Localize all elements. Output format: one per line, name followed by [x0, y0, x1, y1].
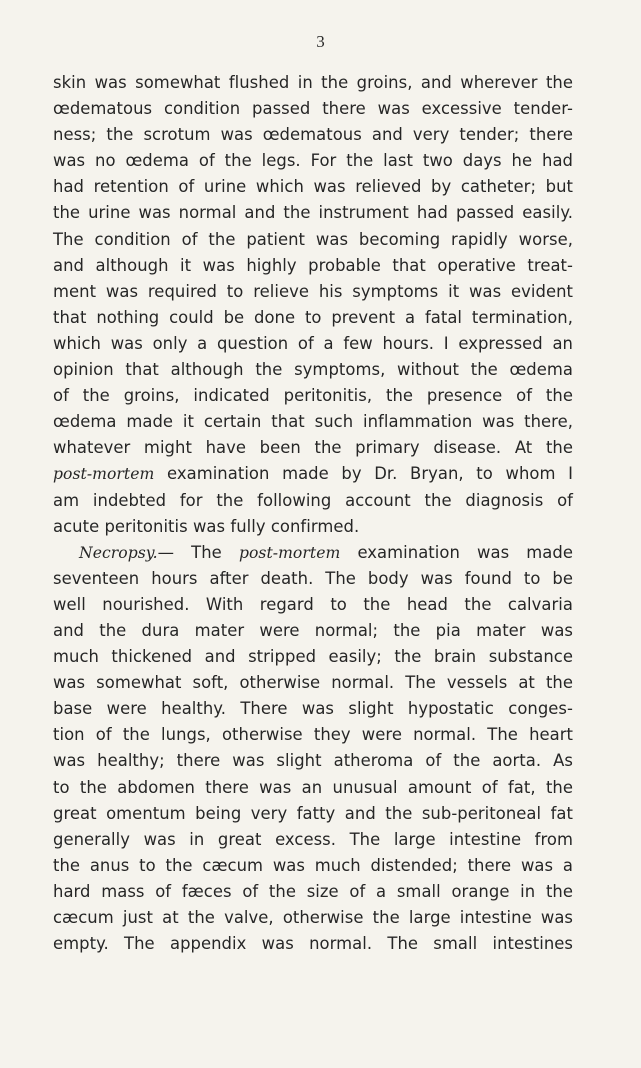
text-line: to the abdomen there was an unusual amount of fat, the	[53, 777, 573, 797]
text-line: great omentum being very fatty and the sub-peritoneal fat	[53, 803, 573, 823]
body-text	[53, 70, 573, 957]
text-line: was somewhat soft, otherwise normal. The vessels at the	[53, 673, 573, 693]
text-line: which was only a question of a few hours. I expressed an	[53, 333, 573, 353]
text-line: tion of the lungs, otherwise they were normal. The heart	[53, 725, 573, 745]
page-number: 3	[316, 32, 325, 51]
text-line: œdema made it certain that such inflammation was there,	[53, 412, 573, 432]
text-line: am indebted for the following account the diagnosis of	[53, 490, 573, 510]
text-line: hard mass of fæces of the size of a small orange in the	[53, 881, 573, 901]
text-line: cæcum just at the valve, otherwise the large intestine was	[53, 908, 573, 927]
text-line: the urine was normal and the instrument had passed easily.	[53, 203, 573, 223]
text-line: much thickened and stripped easily; the brain substance	[53, 647, 573, 667]
text-line: whatever might have been the primary disease. At the	[53, 438, 573, 458]
text-line: and although it was highly probable that operative treat-	[53, 255, 573, 275]
text-line: œdematous condition passed there was excessive tender-	[53, 99, 573, 119]
section-heading: Necropsy.	[79, 543, 158, 562]
italic-term: post-mortem	[238, 543, 341, 562]
text-line: well nourished. With regard to the head the calvaria	[53, 594, 573, 614]
italic-term: post-mortem	[53, 465, 155, 484]
text-line: post-mortem examination made by Dr. Bryan, to whom I	[53, 464, 573, 484]
text-line: seventeen hours after death. The body was found to be	[53, 568, 573, 588]
text-line: that nothing could be done to prevent a fatal termination,	[53, 307, 573, 327]
text-line: empty. The appendix was normal. The small intestines	[53, 934, 573, 954]
text-line: had retention of urine which was relieved by catheter; but	[53, 177, 573, 197]
text-line: generally was in great excess. The large intestine from	[53, 829, 573, 849]
text-line: ness; the scrotum was œdematous and very tender; there	[53, 125, 573, 145]
text-line: base were healthy. There was slight hypostatic conges-	[53, 699, 573, 719]
text-line: The condition of the patient was becoming rapidly worse,	[53, 229, 573, 249]
text-line: was no œdema of the legs. For the last two days he had	[53, 151, 573, 171]
text-line: the anus to the cæcum was much distended; there was a	[53, 855, 573, 875]
text-line: of the groins, indicated peritonitis, the presence of the	[53, 386, 573, 406]
text-line: ment was required to relieve his symptoms it was evident	[53, 281, 573, 301]
text-line: was healthy; there was slight atheroma of the aorta. As	[53, 751, 573, 771]
text-line: acute peritonitis was fully confirmed.	[53, 516, 360, 536]
text-line: skin was somewhat flushed in the groins, and wherever the	[53, 73, 573, 92]
text-line: and the dura mater were normal; the pia mater was	[53, 620, 573, 640]
text-line: Necropsy.— The post-mortem examination was made	[79, 542, 573, 562]
text-line: opinion that although the symptoms, without the œdema	[53, 360, 573, 380]
